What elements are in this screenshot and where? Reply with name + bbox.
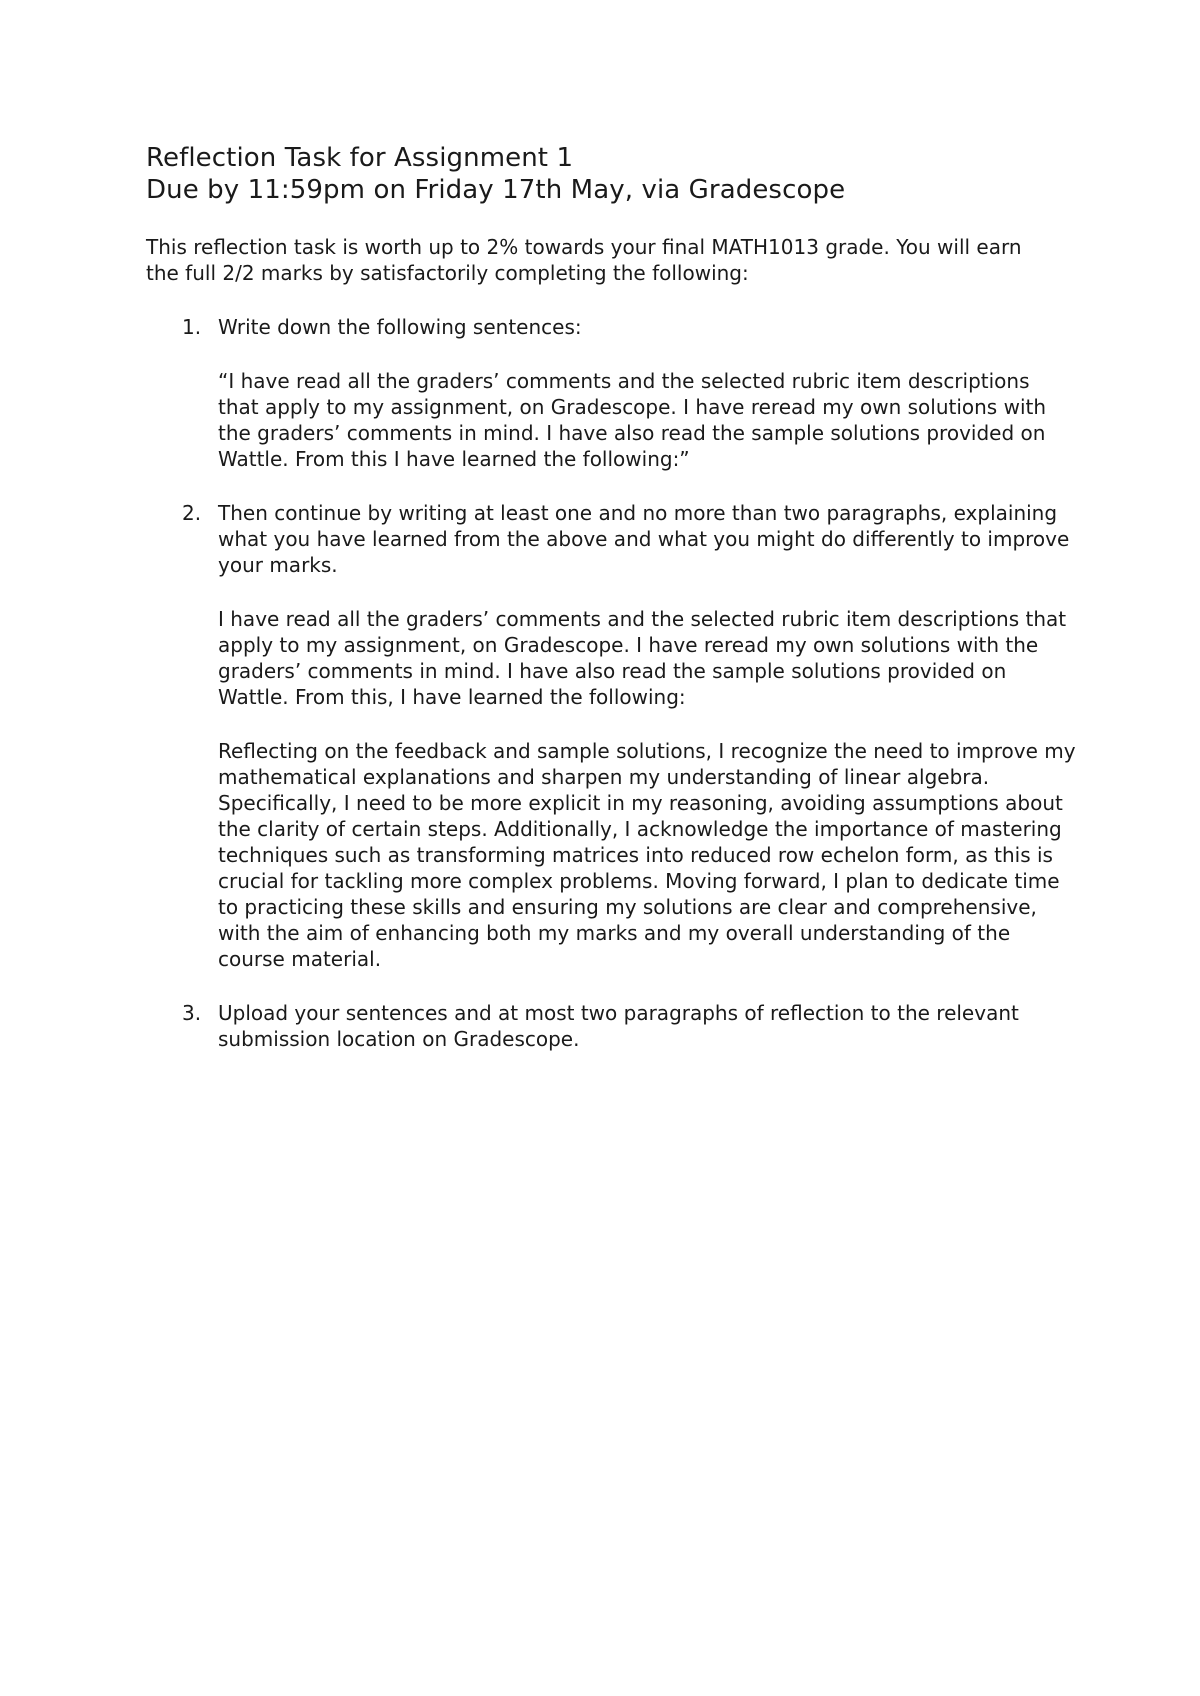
list-item bbox=[146, 500, 1076, 972]
step-paragraph: Reflecting on the feedback and sample solutions, I recognize the need to improve my mathematical explanations and sharpen my understanding of linear algebra. Specifically, I need to be more explicit in my reasoning, avoiding assumptions about the clarity of certain steps. Additionally, I acknowledge the importance of mastering techniques such as transforming matrices into reduced row echelon form, as this is crucial for tackling more complex problems. Moving forward, I plan to dedicate time to practicing these skills and ensuring my solutions are clear and comprehensive, with the aim of enhancing both my marks and my overall understanding of the course material. bbox=[218, 739, 1076, 971]
step-number: 3. bbox=[182, 1001, 202, 1025]
step-paragraph: Upload your sentences and at most two paragraphs of reflection to the relevant submission location on Gradescope. bbox=[218, 1001, 1019, 1051]
list-item bbox=[146, 314, 1076, 472]
step-paragraph: I have read all the graders’ comments and the selected rubric item descriptions that apply to my assignment, on Gradescope. I have reread my own solutions with the graders’ comments in mind. I have also read the sample solutions provided on Wattle. From this, I have learned the following: bbox=[218, 607, 1067, 709]
list-item bbox=[146, 1000, 1076, 1052]
step-paragraph: “I have read all the graders’ comments and the selected rubric item descriptions that apply to my assignment, on Gradescope. I have reread my own solutions with the graders’ comments in mind. I have also read the sample solutions provided on Wattle. From this I have learned the following:” bbox=[218, 369, 1047, 471]
steps-list bbox=[146, 314, 1076, 1052]
step-paragraph: Write down the following sentences: bbox=[218, 315, 582, 339]
step-number: 2. bbox=[182, 501, 202, 525]
step-number: 1. bbox=[182, 315, 202, 339]
document-page bbox=[146, 142, 1076, 1080]
document-title: Reflection Task for Assignment 1 bbox=[146, 143, 574, 173]
intro-paragraph: This reflection task is worth up to 2% towards your final MATH1013 grade. You will earn the full 2/2 marks by satisfactorily completing the following: bbox=[146, 235, 1022, 285]
document-subtitle: Due by 11:59pm on Friday 17th May, via Gradescope bbox=[146, 175, 846, 205]
step-paragraph: Then continue by writing at least one and no more than two paragraphs, explaining what you have learned from the above and what you might do differently to improve your marks. bbox=[218, 501, 1070, 577]
